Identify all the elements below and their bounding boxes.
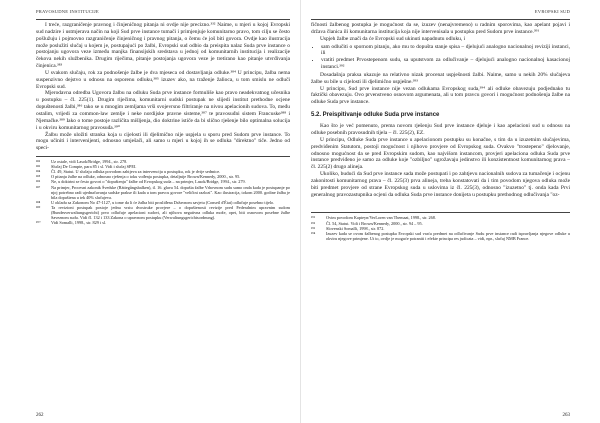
footnote-text: Čl. 49, Statut. U slučaju odluka povodom zahtjeva za intervenciju u postupku, rok je dvije sedmice. [51,169,221,175]
running-head-left: PRAVOSUDNE INSTITUCIJE [36,9,99,14]
bullets-intro: Uspjeh žalbe znači da će Evropski sud ukinuti napadnutu odluku, i [320,35,466,42]
footnote-number: ³⁹² [311,220,316,226]
footnote-rule [36,156,290,157]
paragraph: U principu, Sud prve instance nije vezan odlukama Evropskog suda,³⁹⁴ ali odluke obavezuju podjednako tu faktički obavezuju. Ovo prvenstveno osnovom argumenata, ali u tom pravcu govori i mogućnost podnošenja žalbe na odluke Suda prve instance. [311,85,570,106]
right-footnotes [311,215,570,240]
footnote-text: Vidi Somalli, 1998., str. 829 i sl. [51,220,107,226]
paragraph: fičnosti žalbenog postupka je mogućnost da se, izuzev (nenajvremeno) u radnim sporovima, kao apelant pojavi i država članica ili komunitarna institucija koja nije intervenisala u postupku pred Sudom prve instance.³⁹¹ [311,22,570,35]
footnote [311,231,570,241]
footnote-number: ³⁸⁸ [36,199,41,205]
footnote-text: Slučaj De Compte, para 85 i sl. Vidi i slučaj SPEI. [51,164,137,170]
paragraph: I treće, razgraničenje pravnog i činjeničnog pitanja ni ovdje nije precizno.³³² Naime, u mjeri u kojoj Evropski sud nadzire i ustmjerava način na koji Sud prve instance tumači i primjenjuje komunitarno pravo, tom cilju se često pošlužuju i pojmovno razgraničenje činjeničnog i pravnog pitanja, o čemu će još biti govora. Ovdje kao ilustracija može poslužiti slučaj u kojem je, postupajući po žalbi, Evropski sud odbio da preispita nalaz Suda prve instance o postojanju ugovora veze između manjka finansijskih sredstava u jednoj od komunitarnih institucija i realizacije čekova nekih službenika. Drugim riječima, pitanje postojanja ugovora veze je tretirano kao pitanje utvrđivanja činjenica.³⁸³ [36,22,290,70]
paragraph: Dosadašnja praksa ukazuje na relativno nizak procenat uspješnosti žalbi. Naime, samo u nekih 20% slučajeva žalbe su bile u cijelosti ili djelimično uspješne.³⁹³ [311,71,570,85]
footnote [36,220,290,225]
page-number-left: 262 [36,413,44,418]
footnote-number: ³⁸⁶ [36,179,41,185]
paragraph: Mjerodavna odredba Ugovora žalbu na odluku Suda prve instance formuliše kao pravo neadekvatnog učesnika u postupku – čl. 225(1). Drugim riječima, komunitarni sudski postupak ne slijedi institut prethodne ocjene dopuštenosti žalbi,³⁸⁶ tako se u mnogim zemljama vrši svojevrsno filtriranje na nivou apelacionih sudova. To, među ostalim, vrijedi za common-law zemlje i neke nordijske pravne sisteme,³⁸⁷ te pravosuđni sistem Francuske³⁸⁸ i Njemačke.³⁸⁹ Iako o tome postoje različita mišljenja, dio doktrine ističe da bi slično rješenje bilo optimalna solucija i u okviru komunitarnog pravosuđa.³⁹⁰ [36,90,290,131]
footnote-number: ³⁹⁰ [36,220,41,226]
footnote-number: ³⁸⁵ [36,174,41,180]
running-head-right: EVROPSKI SUD [534,9,570,14]
footnote-text: U okladu sa Zakonom No 47-1127, u tome da li će žalba biti prosliđena Državnom savjetu (Conseil d'État) odlučuje posebno tijelo. [51,199,275,205]
footnote-text: Čl. 54, Statut. Vidi i Brown/Kennedy, 2000., str. 94 – 95. [326,220,423,226]
list-item: • sam odlučiti o spornom pitanju, ako mu to dopušta stanje spisa – djelujući analogno nacionalnoj reviziji instanci, ili [321,44,570,58]
footnote-number: ³⁹¹ [311,215,316,221]
left-body-text [36,22,290,152]
footnote-number: ³⁸⁷ [36,184,41,190]
section-heading: 5.2. Preispitivanje odluke Suda prve instance [311,112,440,119]
footnote-text: Izuzev kada se ovom žalbenog postupka Evropski sud vraća predmet na odlučivanje Sudu prve instance radi ispravljanja njegove odluke u okviru njegove primjene. Ut to, ovdje je moguće potraniti i efekte principa res judicata – vidi, npr., slučaj NMB France. [326,230,570,241]
footnote-text: Ta revizioni postupak postoje jednu vrstu dvostruke provjere – o dopuštenosti revizije pred Federalnim upravnim sudom (Bundesverwaltungsgericht) prvo odlučuje apelacioni sudovi, ali njihova negativna odluka može, opet, biti osnovom posebne žalbe Saveznom sudu. Vidi čl. 132 i 133 Zakona o upravnom postupku (Verwaltungsgerichtsordnung). [51,204,290,221]
paragraph: U svakom slučaju, rok za podnošenje žalbe je dva mjeseca od dostavljanja odluke.³⁸⁴ U principu, žalba nema suspenzivno dejstvo u odnosu na osporenu odluku,³⁸⁵ izuzev ako, na traženje žalioca, u tom smislu ne odluči Evropski sud. [36,69,290,90]
paragraph: Ukoliko, budući da Sud prve instance sada može postupati i po zahtjevu nacionalnih sudova za tumačenje i ocjenu zakonitosti komunitarnog prava – čl. 225(3) prva alineja, treba konstatovati da i tim povodom njegova odluka može biti predmet provjere od strane Evropskog suda u uslovima iz čl. 225(3), odnosno "izuzetno" tj. onda kada Prvi generalnog pravozastupnika ocjeni da odluka Suda prve instance donijeta u postupku prethodnog odlučivanja "oz- [311,171,570,198]
paragraph: U principu, Odluke Suda prve instance u apelacionom postupku su konačne, s tim da u izuzetnim slučajevima, predviđenim Statutom, postoji mogućnost i njihovo provjere od Evropskog suda. Ovakvo "trostepeno" djelovanje, odnosno mogućnost da se pred Evropskim sudom, kao najvišom instancom, provjeri apelaciona odluka Suda prve instance predviđeno je samo za odluke koje "ozbiljno" ugrožavaju jedinstvo ili konzistentnost komunitarnog prava – čl. 225(2) drugo alineja. [311,136,570,171]
footnote-text: Ne, u doktrini se često govori o "dopuštenju" žalbe od Evropskog suda – na primjer, Lasok/Bridge, 1994., str. 279. [51,179,246,185]
paragraph: Kao što je već pomenuto, prema novom rješenju Sud prve instance djeluje i kao apelacioni sud u odnosu na odluke posebnih pravosudnih tijela – čl. 225(2), EZ. [311,123,570,136]
page-number-right: 263 [562,413,570,418]
footnote-number: ³⁹³ [311,225,316,231]
footnote [36,185,290,200]
header-rule [311,19,570,20]
footnote-number: ³⁸³ [36,164,41,170]
list-item: • vratiti predmet Prvostepenom sudu, sa uputstvom za odlučivanje – djelujući analogno nacionalnoj kasacionoj instanci.³⁹² [321,57,570,71]
outcome-list [311,44,570,71]
footnote-text: O pitanju žalbe na odluke, odnosno rješenja o toku vođenja postupka, detaljnije Brown/Kennedy, 2000., str. 95. [51,174,241,180]
header-rule [36,19,290,20]
right-body-text [311,22,570,198]
footnote-number: ³⁸⁹ [36,204,41,210]
left-footnotes [36,159,290,225]
footnote-number: ³⁹⁴ [311,230,316,236]
footnote-text: Slovenski Somalli, 1998., str. 872. [326,225,385,231]
footnote [36,205,290,220]
right-page [300,0,600,423]
footnote-rule [311,212,570,213]
footnote-number: ³⁸⁴ [36,169,41,175]
footnote-text: Na primjer, Procesni zakonik Švedske (Rättegångsbalken), tl. 16. glava 54. dopušta žalbe Vrhovnom sudu samo onda kada je postupanje po njoj potrebno radi ujednačavanja sudske prakse ili kada u tom pravcu govore "veličini razlozi". Kao ilustracija, tokom 2000. godine žalba je bila dopuštena u tek 40% slučajeva. [51,184,290,200]
paragraph: Žalbu može uložiti stranka koja u cijelosti ili djelimično nije uspjela u sporu pred Sudom prve instance. To mogu učiniti i intervenijenti, odnosno umješači, ali samo u mjeri u kojoj ih se odluka "direktno" tiče. Jedno od speci- [36,131,290,152]
footnote-number: ³⁸² [36,159,41,165]
footnote-text: Ovim povodom Kapteyn/VerLoren van Themaat, 1998., str. 268. [326,215,436,221]
footnote-text: Uz ostale, vidi Lasok/Bridge, 1994., str. 278. [51,159,128,165]
